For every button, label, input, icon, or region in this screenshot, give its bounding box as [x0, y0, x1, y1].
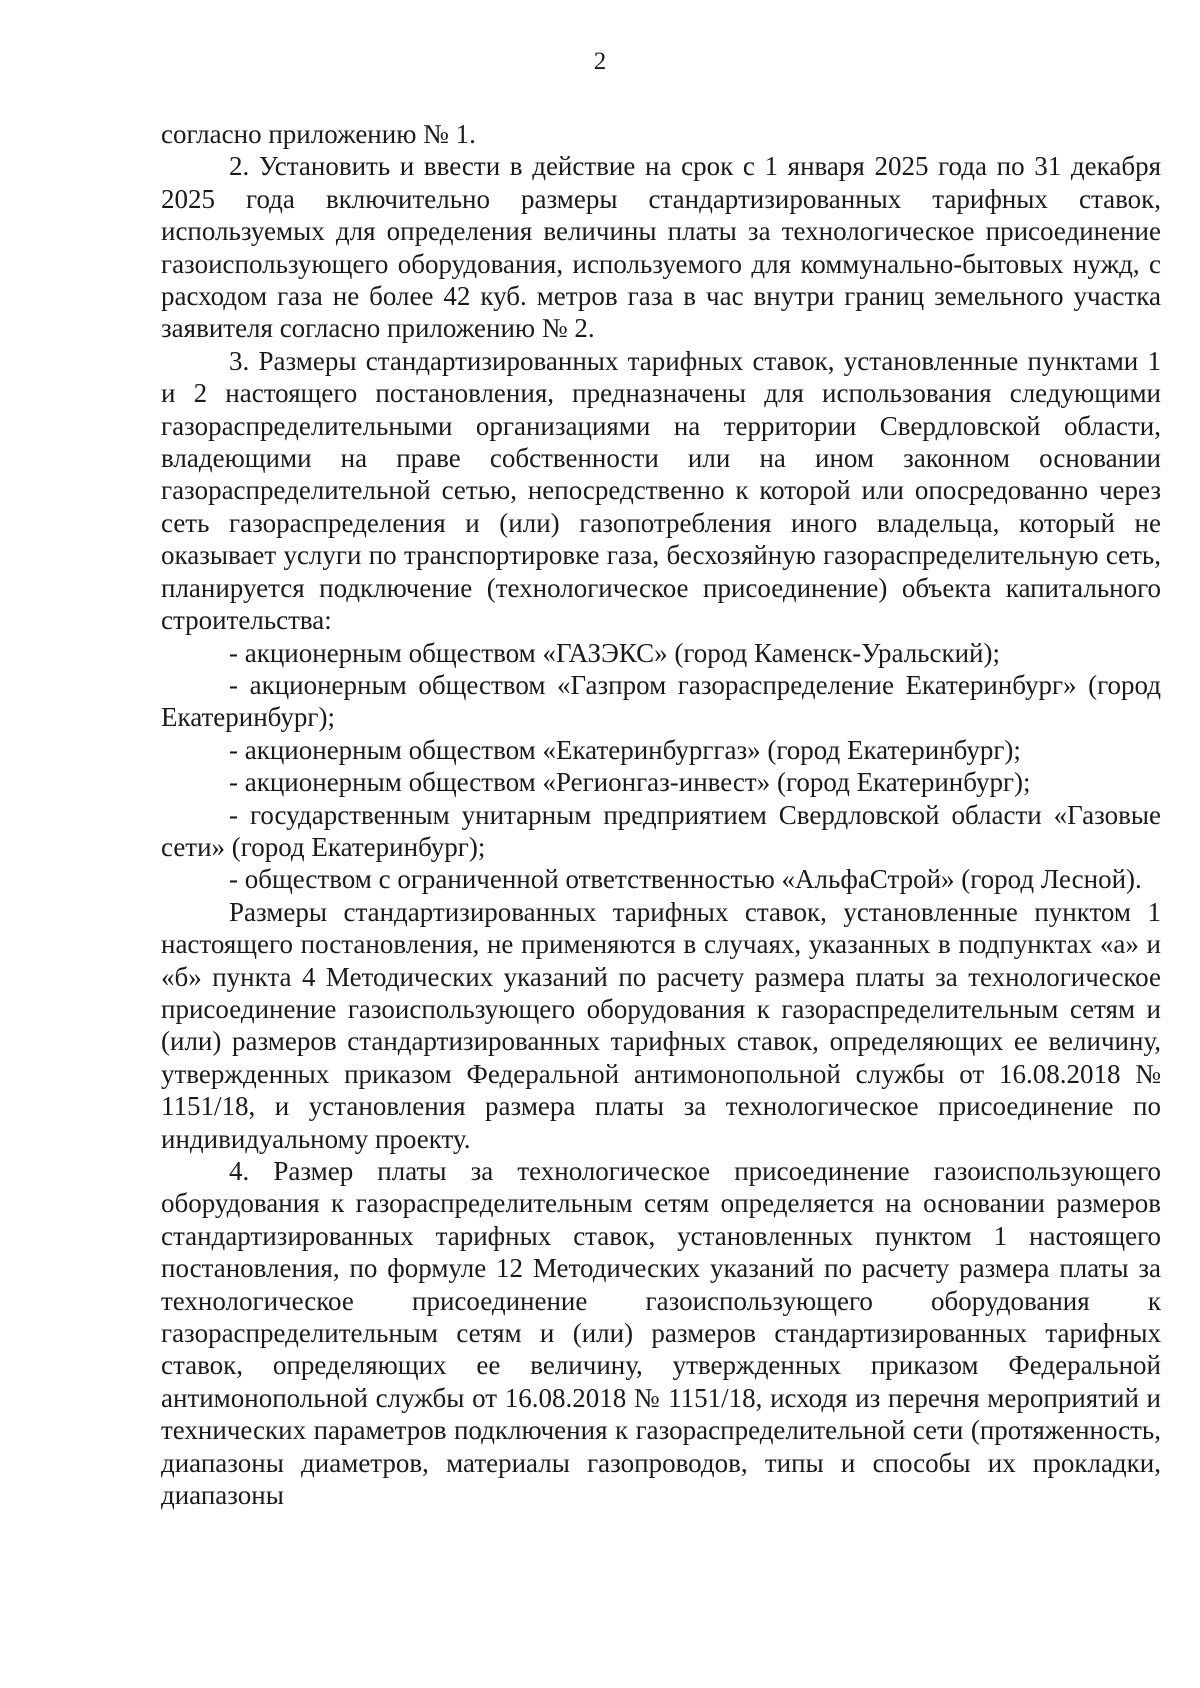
list-item: - акционерным обществом «Газпром газораспределение Екатеринбург» (город Екатеринбург);	[161, 669, 1161, 733]
document-body	[161, 118, 1161, 1511]
paragraph-item-3: 3. Размеры стандартизированных тарифных ставок, установленные пунктами 1 и 2 настоящего постановления, предназначены для использования следующими газораспределительными организациями на территории Свердловской области, владеющими на праве собственности или на ином законном основании газораспределительной сетью, непосредственно к которой или опосредованно через сеть газораспределения и (или) газопотребления иного владельца, который не оказывает услуги по транспортировке газа, бесхозяйную газораспределительную сеть, планируется подключение (технологическое присоединение) объекта капитального строительства:	[161, 345, 1161, 636]
list-item: - акционерным обществом «ГАЗЭКС» (город Каменск-Уральский);	[229, 637, 1000, 668]
paragraph: согласно приложению № 1.	[161, 119, 476, 149]
paragraph-item-2: 2. Установить и ввести в действие на срок с 1 января 2025 года по 31 декабря 2025 года включительно размеры стандартизированных тарифных ставок, используемых для определения величины платы за технологическое присоединение газоиспользующего оборудования, используемого для коммунально-бытовых нужд, с расходом газа не более 42 куб. метров газа в час внутри границ земельного участка заявителя согласно приложению № 2.	[161, 151, 1161, 344]
page-number: 2	[593, 48, 607, 75]
list-item: - обществом с ограниченной ответственностью «АльфаСтрой» (город Лесной).	[229, 864, 1142, 895]
list-item: - акционерным обществом «Екатеринбурггаз» (город Екатеринбург);	[229, 734, 1021, 765]
list-item: - государственным унитарным предприятием Свердловской области «Газовые сети» (город Екатеринбург);	[161, 799, 1161, 862]
paragraph-item-4: 4. Размер платы за технологическое присоединение газоиспользующего оборудования к газораспределительным сетям определяется на основании размеров стандартизированных тарифных ставок, установленных пунктом 1 настоящего постановления, по формуле 12 Методических указаний по расчету размера платы за технологическое присоединение газоиспользующего оборудования к газораспределительным сетям и (или) размеров стандартизированных тарифных ставок, определяющих ее величину, утвержденных приказом Федеральной антимонопольной службы от 16.08.2018 № 1151/18, исходя из перечня мероприятий и технических параметров подключения к газораспределительной сети (протяженность, диапазоны диаметров, материалы газопроводов, типы и способы их прокладки, диапазоны	[161, 1156, 1161, 1511]
list-item: - акционерным обществом «Регионгаз-инвест» (город Екатеринбург);	[229, 767, 1031, 798]
paragraph-exceptions: Размеры стандартизированных тарифных ставок, установленные пунктом 1 настоящего постановления, не применяются в случаях, указанных в подпунктах «а» и «б» пункта 4 Методических указаний по расчету размера платы за технологическое присоединение газоиспользующего оборудования к газораспределительным сетям и (или) размеров стандартизированных тарифных ставок, определяющих ее величину, утвержденных приказом Федеральной антимонопольной службы от 16.08.2018 № 1151/18, и установления размера платы за технологическое присоединение по индивидуальному проекту.	[161, 896, 1161, 1154]
